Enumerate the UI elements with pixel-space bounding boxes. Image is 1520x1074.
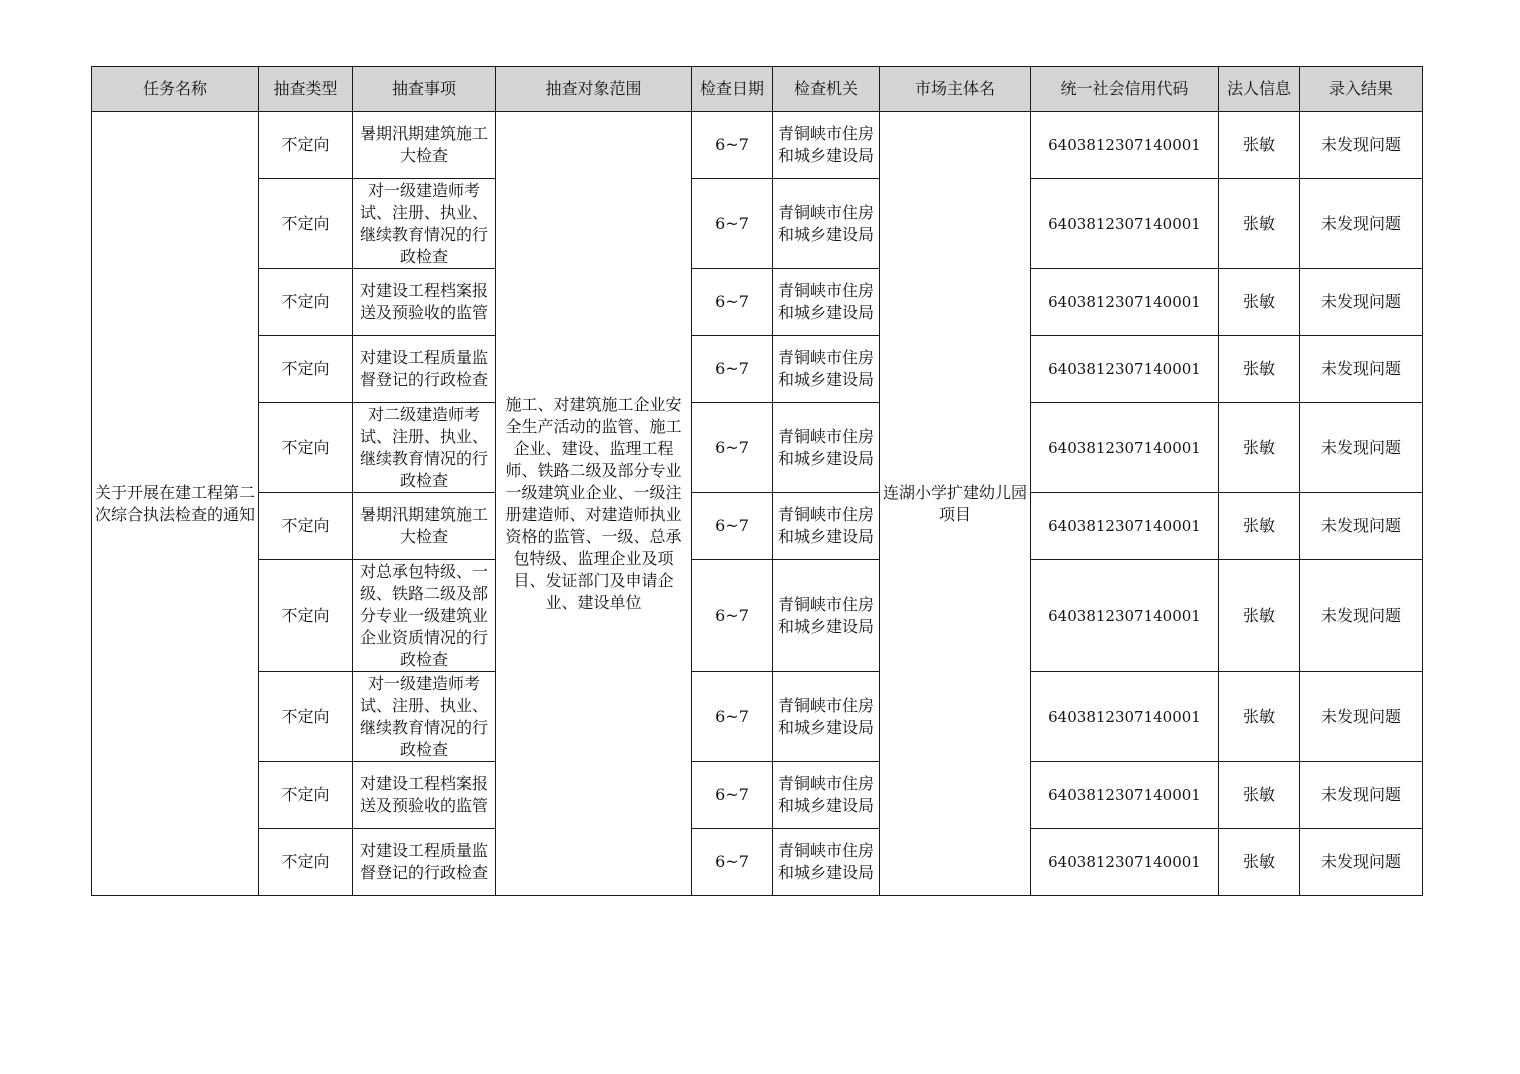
result-cell: 未发现问题 (1300, 672, 1423, 762)
table-body (92, 112, 1423, 896)
legal-person-cell: 张敏 (1219, 762, 1300, 829)
legal-person-cell: 张敏 (1219, 672, 1300, 762)
header-scope: 抽查对象范围 (496, 67, 692, 112)
credit-code-cell: 6403812307140001 (1031, 112, 1219, 179)
agency-cell: 青铜峡市住房和城乡建设局 (773, 336, 880, 403)
scope-cell: 施工、对建筑施工企业安全生产活动的监管、施工企业、建设、监理工程师、铁路二级及部分专业一级建筑业企业、一级注册建造师、对建造师执业资格的监管、一级、总承包特级、监理企业及项目、发证部门及申请企业、建设单位 (496, 112, 692, 896)
check-item-cell: 对一级建造师考试、注册、执业、继续教育情况的行政检查 (353, 672, 496, 762)
check-type-cell: 不定向 (259, 560, 353, 672)
credit-code-cell: 6403812307140001 (1031, 829, 1219, 896)
inspection-table (91, 66, 1423, 896)
header-agency: 检查机关 (773, 67, 880, 112)
check-type-cell: 不定向 (259, 112, 353, 179)
table-row (92, 269, 1423, 336)
check-item-cell: 暑期汛期建筑施工大检查 (353, 493, 496, 560)
date-cell: 6~7 (692, 762, 773, 829)
table-row (92, 672, 1423, 762)
check-item-cell: 对二级建造师考试、注册、执业、继续教育情况的行政检查 (353, 403, 496, 493)
check-item-cell: 对建设工程质量监督登记的行政检查 (353, 829, 496, 896)
entity-cell: 连湖小学扩建幼儿园项目 (880, 112, 1031, 896)
agency-cell: 青铜峡市住房和城乡建设局 (773, 179, 880, 269)
legal-person-cell: 张敏 (1219, 560, 1300, 672)
result-cell: 未发现问题 (1300, 493, 1423, 560)
table-row (92, 829, 1423, 896)
result-cell: 未发现问题 (1300, 403, 1423, 493)
agency-cell: 青铜峡市住房和城乡建设局 (773, 829, 880, 896)
header-check-item: 抽查事项 (353, 67, 496, 112)
result-cell: 未发现问题 (1300, 762, 1423, 829)
table-row (92, 112, 1423, 179)
credit-code-cell: 6403812307140001 (1031, 762, 1219, 829)
agency-cell: 青铜峡市住房和城乡建设局 (773, 269, 880, 336)
agency-cell: 青铜峡市住房和城乡建设局 (773, 560, 880, 672)
check-item-cell: 对建设工程质量监督登记的行政检查 (353, 336, 496, 403)
task-name-cell: 关于开展在建工程第二次综合执法检查的通知 (92, 112, 259, 896)
agency-cell: 青铜峡市住房和城乡建设局 (773, 112, 880, 179)
legal-person-cell: 张敏 (1219, 403, 1300, 493)
date-cell: 6~7 (692, 179, 773, 269)
header-legal-person: 法人信息 (1219, 67, 1300, 112)
credit-code-cell: 6403812307140001 (1031, 672, 1219, 762)
check-item-cell: 对总承包特级、一级、铁路二级及部分专业一级建筑业企业资质情况的行政检查 (353, 560, 496, 672)
date-cell: 6~7 (692, 493, 773, 560)
result-cell: 未发现问题 (1300, 179, 1423, 269)
check-type-cell: 不定向 (259, 672, 353, 762)
legal-person-cell: 张敏 (1219, 112, 1300, 179)
header-date: 检查日期 (692, 67, 773, 112)
header-check-type: 抽查类型 (259, 67, 353, 112)
date-cell: 6~7 (692, 336, 773, 403)
credit-code-cell: 6403812307140001 (1031, 403, 1219, 493)
check-item-cell: 对建设工程档案报送及预验收的监管 (353, 269, 496, 336)
result-cell: 未发现问题 (1300, 112, 1423, 179)
header-entity: 市场主体名 (880, 67, 1031, 112)
result-cell: 未发现问题 (1300, 336, 1423, 403)
legal-person-cell: 张敏 (1219, 269, 1300, 336)
date-cell: 6~7 (692, 672, 773, 762)
check-type-cell: 不定向 (259, 179, 353, 269)
check-type-cell: 不定向 (259, 493, 353, 560)
legal-person-cell: 张敏 (1219, 493, 1300, 560)
result-cell: 未发现问题 (1300, 560, 1423, 672)
credit-code-cell: 6403812307140001 (1031, 560, 1219, 672)
credit-code-cell: 6403812307140001 (1031, 179, 1219, 269)
check-type-cell: 不定向 (259, 829, 353, 896)
agency-cell: 青铜峡市住房和城乡建设局 (773, 672, 880, 762)
table-row (92, 493, 1423, 560)
table-row (92, 560, 1423, 672)
result-cell: 未发现问题 (1300, 829, 1423, 896)
table-row (92, 403, 1423, 493)
check-item-cell: 对一级建造师考试、注册、执业、继续教育情况的行政检查 (353, 179, 496, 269)
table-row (92, 336, 1423, 403)
credit-code-cell: 6403812307140001 (1031, 269, 1219, 336)
check-type-cell: 不定向 (259, 336, 353, 403)
date-cell: 6~7 (692, 403, 773, 493)
header-row (92, 67, 1423, 112)
header-result: 录入结果 (1300, 67, 1423, 112)
agency-cell: 青铜峡市住房和城乡建设局 (773, 403, 880, 493)
table-row (92, 762, 1423, 829)
agency-cell: 青铜峡市住房和城乡建设局 (773, 493, 880, 560)
agency-cell: 青铜峡市住房和城乡建设局 (773, 762, 880, 829)
check-item-cell: 对建设工程档案报送及预验收的监管 (353, 762, 496, 829)
check-type-cell: 不定向 (259, 403, 353, 493)
result-cell: 未发现问题 (1300, 269, 1423, 336)
date-cell: 6~7 (692, 560, 773, 672)
check-item-cell: 暑期汛期建筑施工大检查 (353, 112, 496, 179)
date-cell: 6~7 (692, 112, 773, 179)
date-cell: 6~7 (692, 269, 773, 336)
date-cell: 6~7 (692, 829, 773, 896)
check-type-cell: 不定向 (259, 762, 353, 829)
credit-code-cell: 6403812307140001 (1031, 493, 1219, 560)
legal-person-cell: 张敏 (1219, 179, 1300, 269)
credit-code-cell: 6403812307140001 (1031, 336, 1219, 403)
check-type-cell: 不定向 (259, 269, 353, 336)
legal-person-cell: 张敏 (1219, 829, 1300, 896)
legal-person-cell: 张敏 (1219, 336, 1300, 403)
table-row (92, 179, 1423, 269)
header-credit-code: 统一社会信用代码 (1031, 67, 1219, 112)
header-task-name: 任务名称 (92, 67, 259, 112)
